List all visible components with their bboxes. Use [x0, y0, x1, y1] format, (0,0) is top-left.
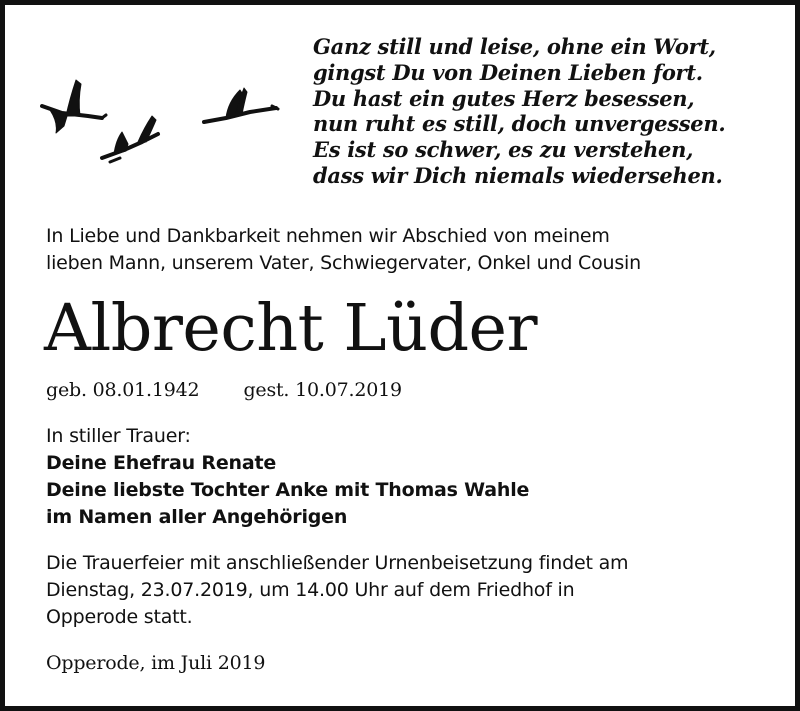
flying-birds-icon — [40, 78, 290, 178]
poem-line: nun ruht es still, doch unvergessen. — [313, 111, 726, 137]
intro-line: lieben Mann, unserem Vater, Schwiegervater, Onkel und Cousin — [46, 252, 641, 274]
place-date: Opperode, im Juli 2019 — [46, 652, 266, 674]
bird-icon — [102, 116, 158, 162]
deceased-name: Albrecht Lüder — [44, 291, 538, 366]
poem-line: Du hast ein gutes Herz besessen, — [313, 85, 695, 111]
ceremony-line: Die Trauerfeier mit anschließender Urnenbeisetzung findet am — [46, 552, 629, 574]
intro-line: In Liebe und Dankbarkeit nehmen wir Abschied von meinem — [46, 225, 610, 247]
ceremony-info — [46, 550, 628, 631]
poem-line: Ganz still und leise, ohne ein Wort, — [313, 34, 716, 59]
poem-line: dass wir Dich niemals wiedersehen. — [313, 162, 723, 188]
ceremony-line: Opperode statt. — [46, 606, 193, 628]
mourners-heading: In stiller Trauer: — [46, 425, 191, 447]
birth-date: geb. 08.01.1942 — [46, 379, 200, 401]
mourner-line: Deine liebste Tochter Anke mit Thomas Wahle — [46, 479, 530, 501]
poem-line: Es ist so schwer, es zu verstehen, — [313, 137, 694, 163]
poem — [313, 34, 725, 189]
poem-line: gingst Du von Deinen Lieben fort. — [313, 59, 703, 85]
bird-icon — [42, 80, 106, 133]
mourners-section — [46, 423, 529, 531]
bird-icon — [204, 88, 278, 122]
mourner-line: im Namen aller Angehörigen — [46, 506, 348, 528]
intro-text — [46, 223, 641, 277]
life-dates — [46, 377, 402, 404]
mourner-line: Deine Ehefrau Renate — [46, 452, 277, 474]
ceremony-line: Dienstag, 23.07.2019, um 14.00 Uhr auf dem Friedhof in — [46, 579, 575, 601]
death-date: gest. 10.07.2019 — [243, 379, 402, 401]
